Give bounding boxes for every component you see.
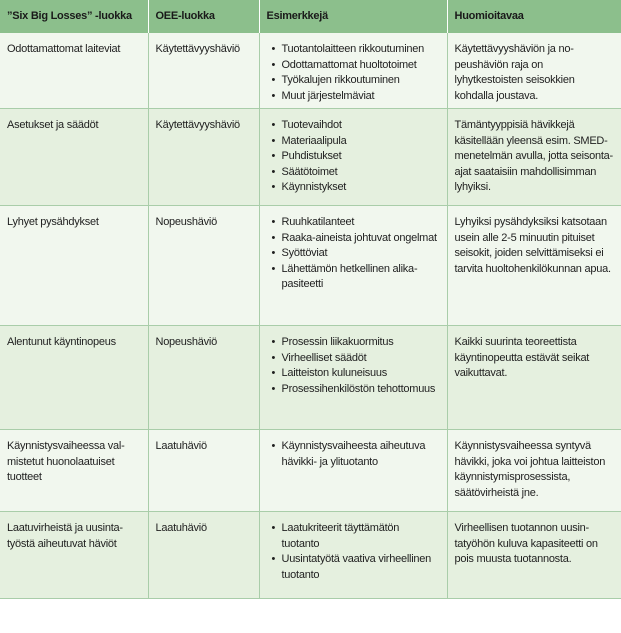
table-row (0, 109, 621, 206)
header-row (0, 0, 621, 33)
example-item: • Tuotantolaitteen rikkoutuminen (270, 42, 440, 58)
oee-category-cell: Laatuhäviö (148, 430, 259, 512)
example-item: • Säätötoimet (270, 165, 440, 181)
loss-category-cell: Odottamattomat laiteviat (0, 33, 148, 109)
examples-cell (259, 512, 447, 599)
example-item: • Virheelliset säädöt (270, 351, 440, 367)
example-item: • Tuotevaihdot (270, 118, 440, 134)
example-item: • Prosessin liikakuormitus (270, 335, 440, 351)
loss-category-cell: Alentunut käyntinopeus (0, 326, 148, 430)
loss-category-cell: Asetukset ja säädöt (0, 109, 148, 206)
table-row (0, 512, 621, 599)
example-item: • Käynnistysvaiheesta aiheutuva hävikki- ja ylituotanto (270, 439, 440, 470)
example-item: • Laatukriteerit täyttämätön tuotanto (270, 521, 440, 552)
examples-list (270, 521, 440, 583)
loss-category-cell: Käynnistysvaiheessa valmistetut huonolaatuiset tuotteet (0, 430, 148, 512)
example-item: • Puhdistukset (270, 149, 440, 165)
notes-cell: Käytettävyyshäviön ja nopeushäviön raja on lyhytkestoisten seisokkien kohdalla joustava. (447, 33, 621, 109)
notes-cell: Virheellisen tuotannon uusintatyöhön kuluva kapasiteetti on pois muusta tuotannosta. (447, 512, 621, 599)
header-loss-category: ”Six Big Losses” -luokka (0, 0, 148, 33)
table-row (0, 33, 621, 109)
header-oee-category: OEE-luokka (148, 0, 259, 33)
loss-category-cell: Laatuvirheistä ja uusintatyöstä aiheutuvat häviöt (0, 512, 148, 599)
examples-list (270, 118, 440, 196)
example-item: • Syöttöviat (270, 246, 440, 262)
examples-cell (259, 109, 447, 206)
header-examples: Esimerkkejä (259, 0, 447, 33)
example-item: • Laitteiston kuluneisuus (270, 366, 440, 382)
examples-list (270, 439, 440, 470)
oee-category-cell: Käytettävyyshäviö (148, 33, 259, 109)
example-item: • Materiaalipula (270, 134, 440, 150)
examples-list (270, 42, 440, 104)
examples-cell (259, 430, 447, 512)
example-item: • Lähettämön hetkellinen alikapasiteetti (270, 262, 440, 293)
notes-cell: Käynnistysvaiheessa syntyvä hävikki, joka voi johtua laitteiston käynnistymisprosessista, säätövirheistä jne. (447, 430, 621, 512)
examples-list (270, 215, 440, 293)
example-item: • Työkalujen rikkoutuminen (270, 73, 440, 89)
notes-cell: Tämäntyyppisiä hävikkejä käsitellään yleensä esim. SMED-menetelmän avulla, jotta seisonta-ajat saataisiin mahdollisimman lyhyiksi. (447, 109, 621, 206)
oee-category-cell: Nopeushäviö (148, 326, 259, 430)
notes-cell: Kaikki suurinta teoreettista käyntinopeutta estävät seikat vaikuttavat. (447, 326, 621, 430)
example-item: • Muut järjestelmäviat (270, 89, 440, 105)
table-row (0, 206, 621, 326)
example-item: • Käynnistykset (270, 180, 440, 196)
example-item: • Raaka-aineista johtuvat ongelmat (270, 231, 440, 247)
table-row (0, 326, 621, 430)
header-notes: Huomioitavaa (447, 0, 621, 33)
table-row (0, 430, 621, 512)
oee-category-cell: Nopeushäviö (148, 206, 259, 326)
notes-cell: Lyhyiksi pysähdyksiksi katsotaan usein alle 2-5 minuutin pituiset seisokit, joiden selvittämiseksi ei tarvita huoltohenkilökunnan apua. (447, 206, 621, 326)
loss-category-cell: Lyhyet pysähdykset (0, 206, 148, 326)
oee-category-cell: Laatuhäviö (148, 512, 259, 599)
examples-cell (259, 326, 447, 430)
examples-list (270, 335, 440, 397)
oee-category-cell: Käytettävyyshäviö (148, 109, 259, 206)
example-item: • Odottamattomat huoltotoimet (270, 58, 440, 74)
example-item: • Ruuhkatilanteet (270, 215, 440, 231)
example-item: • Uusintatyötä vaativa virheellinen tuotanto (270, 552, 440, 583)
examples-cell (259, 33, 447, 109)
example-item: • Prosessihenkilöstön tehottomuus (270, 382, 440, 398)
examples-cell (259, 206, 447, 326)
